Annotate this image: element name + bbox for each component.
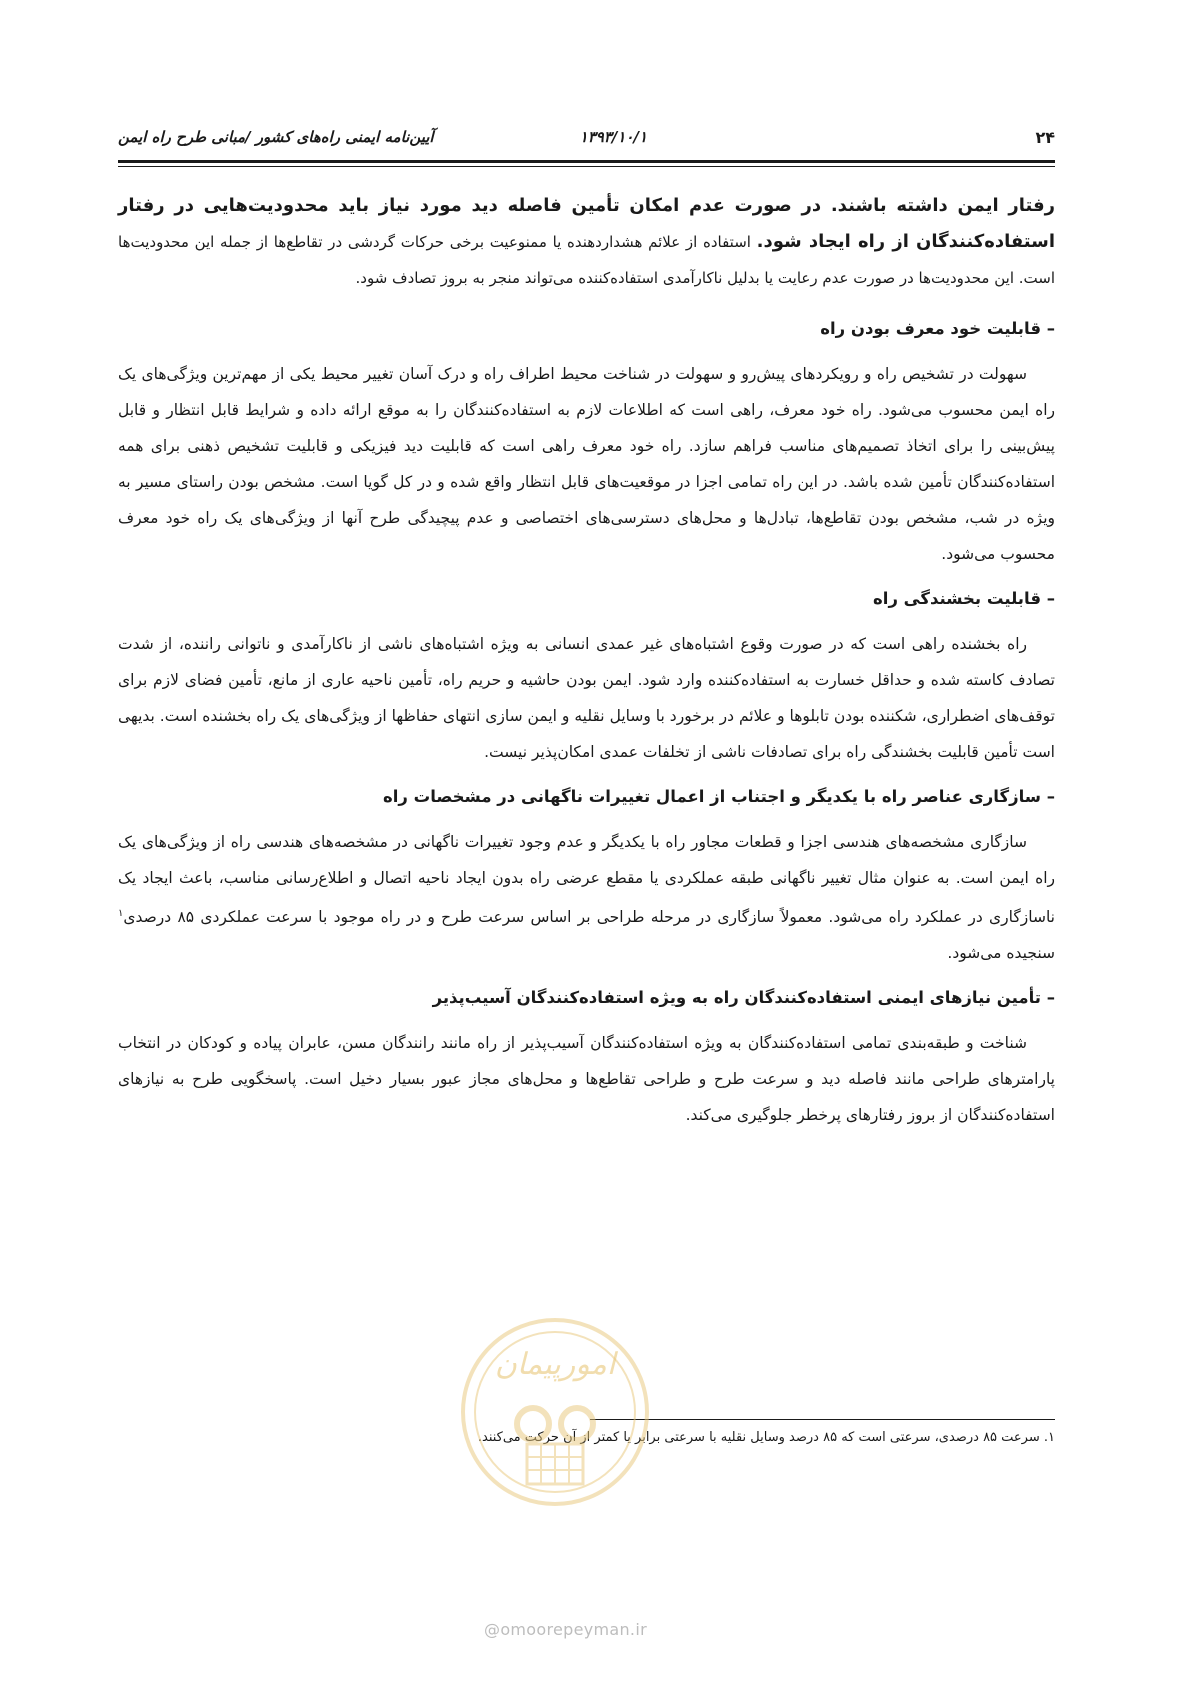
section-heading-self-explaining: – قابلیت خود معرف بودن راه <box>820 319 1055 338</box>
intro-bold-text: رفتار ایمن داشته باشند. در صورت عدم امکان تأمین فاصله دید مورد نیاز باید محدودیت‌هایی در رفتار استفاده‌کنندگان از راه ایجاد شود. <box>118 195 1056 252</box>
header-title: آیین‌نامه ایمنی راه‌های کشور /مبانی طرح راه ایمن <box>118 128 434 146</box>
section-paragraph-consistency <box>118 824 1055 971</box>
intro-text: استفاده از علائم هشداردهنده یا ممنوعیت برخی حرکات گردشی در تقاطع‌ها از جمله این محدودیت‌ها است. این محدودیت‌ها در صورت عدم رعایت یا بدلیل ناکارآمدی استفاده‌کننده می‌تواند منجر به بروز تصادف شود. <box>118 233 1055 287</box>
at-icon: @ <box>484 1620 501 1639</box>
body-text <box>118 188 1055 1133</box>
watermark-seal-text: امورپیمان <box>494 1347 616 1382</box>
footnote-ref[interactable]: ۱ <box>118 908 124 919</box>
footnote-rule <box>590 1419 1055 1420</box>
watermark-url-text: omoorepeyman.ir <box>500 1620 647 1639</box>
consistency-text-end: سنجیده می‌شود. <box>947 944 1055 963</box>
section-heading-consistency: – سازگاری عناصر راه با یکدیگر و اجتناب از اعمال تغییرات ناگهانی در مشخصات راه <box>382 787 1055 806</box>
header-rule-thin <box>118 166 1055 167</box>
section-paragraph-self-explaining: سهولت در تشخیص راه و رویکردهای پیش‌رو و سهولت در شناخت محیط اطراف راه و درک آسان تغییر محیط یکی از مهم‌ترین ویژگی‌های یک راه ایمن محسوب می‌شود. راه خود معرف، راهی است که اطلاعات لازم به استفاده‌کنندگان را به موقع ارائه داده و شرایط قابل انتظار و قابل پیش‌بینی را برای اتخاذ تصمیم‌های مناسب فراهم سازد. راه خود معرف راهی است که قابلیت دید فیزیکی و قابلیت تشخیص ذهنی برای همه استفاده‌کنندگان تأمین شده باشد. در این راه تمامی اجزا در موقعیت‌های قابل انتظار واقع شده و در کل گویا است. مشخص بودن راستای مسیر به ویژه در شب، مشخص بودن تقاطع‌ها، تبادل‌ها و محل‌های دسترسی‌های اختصاصی و عدم پیچیدگی طرح آنها از ویژگی‌های یک راه خود معرف محسوب می‌شود. <box>118 365 1055 563</box>
watermark-url <box>484 1620 647 1639</box>
footnote: ۱. سرعت ۸۵ درصدی، سرعتی است که ۸۵ درصد وسایل نقلیه با سرعتی برابر یا کمتر از آن حرکت می‌کنند. <box>477 1430 1055 1445</box>
header-rule-thick <box>118 160 1055 163</box>
header-date: ۱۳۹۳/۱۰/۱ <box>579 128 647 146</box>
section-heading-vulnerable-users: – تأمین نیازهای ایمنی استفاده‌کنندگان راه به ویژه استفاده‌کنندگان آسیب‌پذیر <box>432 988 1055 1008</box>
omoorepeyman-seal-icon <box>455 1312 655 1512</box>
section-paragraph-forgiving: راه بخشنده راهی است که در صورت وقوع اشتباه‌های غیر عمدی انسانی به ویژه اشتباه‌های ناشی از ناکارآمدی و ناتوانی راننده، از شدت تصادف کاسته شده و حداقل خسارت به استفاده‌کننده وارد شود. ایمن بودن حاشیه و حریم راه، تأمین ناحیه عاری از مانع، تأمین فضای لازم برای توقف‌های اضطراری، شکننده بودن تابلوها و علائم در برخورد با وسایل نقلیه و ایمن سازی انتهای حفاظها از ویژگی‌های یک راه بخشنده است. بدیهی است تأمین قابلیت بخشندگی راه برای تصادفات ناشی از تخلفات عمدی امکان‌پذیر نیست. <box>118 635 1055 761</box>
consistency-text: سازگاری مشخصه‌های هندسی اجزا و قطعات مجاور راه با یکدیگر و عدم وجود تغییرات ناگهانی در مشخصه‌های هندسی راه از ویژگی‌های یک راه ایمن است. به عنوان مثال تغییر ناگهانی طبقه عملکردی یا مقطع عرضی راه بدون ایجاد ناحیه اتصال و اطلاع‌رسانی مناسب، باعث ایجاد یک ناسازگاری در عملکرد راه می‌شود. معمولاً سازگاری در مرحله طراحی بر اساس سرعت طرح و در راه موجود با سرعت عملکردی ۸۵ درصدی <box>118 833 1056 927</box>
running-header <box>118 128 1055 154</box>
page-number: ۲۴ <box>1035 128 1055 147</box>
section-heading-forgiving: – قابلیت بخشندگی راه <box>873 589 1055 608</box>
section-paragraph-vulnerable-users: شناخت و طبقه‌بندی تمامی استفاده‌کنندگان به ویژه استفاده‌کنندگان آسیب‌پذیر از راه مانند رانندگان مسن، عابران پیاده و کودکان در انتخاب پارامترهای طراحی مانند فاصله دید و سرعت طرح و طراحی تقاطع‌ها و محل‌های مجاز عبور بسیار دخیل است. پاسخگویی طرح به نیازهای استفاده‌کنندگان از بروز رفتارهای پرخطر جلوگیری می‌کند. <box>118 1034 1055 1125</box>
intro-paragraph <box>118 188 1055 296</box>
